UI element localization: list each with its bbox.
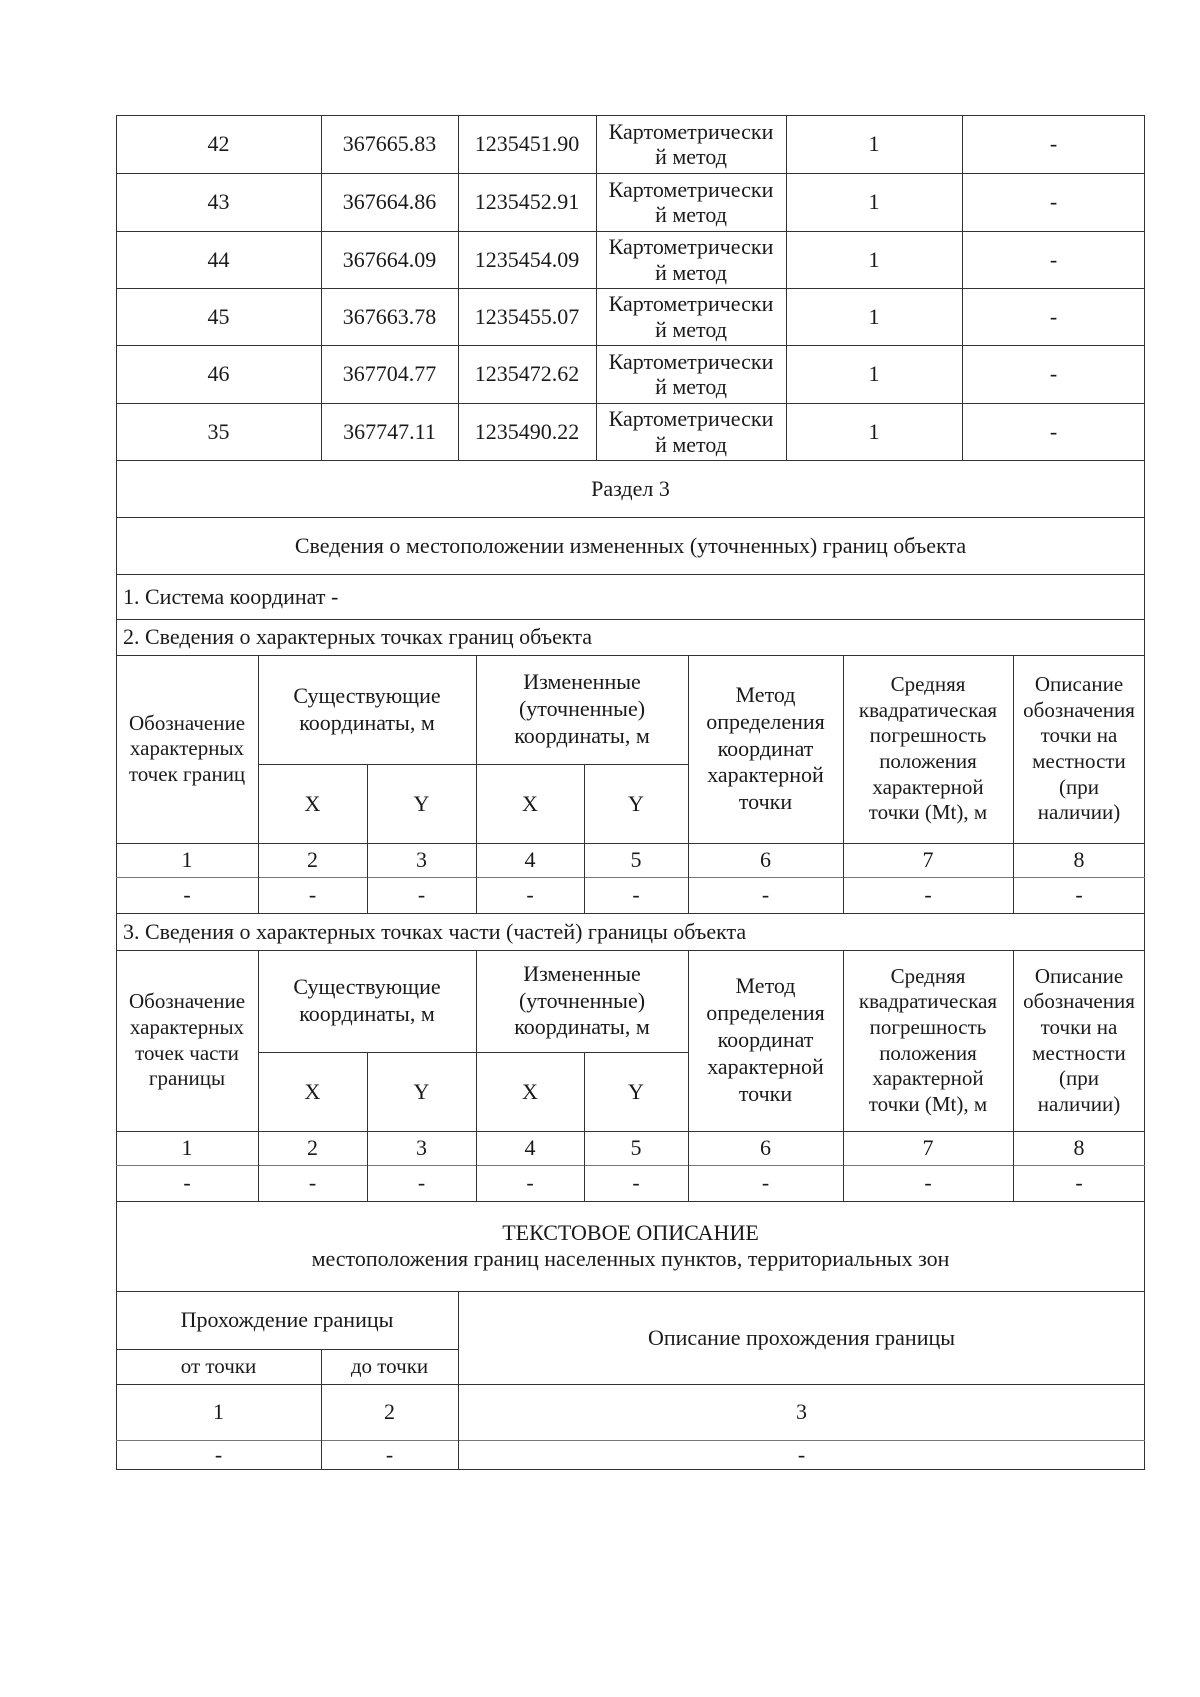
parts-table-col-designation-line: точек части <box>135 1040 239 1065</box>
method-cell <box>596 231 786 288</box>
empty-value: - <box>385 1442 394 1468</box>
method-cell <box>596 173 786 231</box>
points-table-col-description-line: местности <box>1032 749 1126 773</box>
parts-table-col-accuracy-line: точки (Mt), м <box>868 1091 988 1116</box>
points-table-column-number: 3 <box>416 847 427 873</box>
parts-table-empty-value: - <box>308 1170 317 1196</box>
points-table-col-accuracy <box>843 655 1013 843</box>
points-table-col-description <box>1013 655 1145 843</box>
parts-table-col-changed-line: Измененные <box>523 960 641 986</box>
point-id: 42 <box>207 131 230 157</box>
points-table-col-accuracy-line: характерной <box>872 774 984 799</box>
parts-table-col-method-line: точки <box>738 1080 793 1106</box>
points-table-column-number: 5 <box>630 847 642 873</box>
parts-table-column-number: 1 <box>181 1135 193 1161</box>
parts-table-col-changed-line: (уточненные) <box>518 987 646 1013</box>
method-line: Картометрически <box>608 406 774 432</box>
points-table-column-number: 4 <box>524 847 536 873</box>
points-table-col-designation <box>116 655 258 843</box>
points-table-column-number: 7 <box>922 847 934 873</box>
accuracy-value: 1 <box>868 361 880 387</box>
parts-table-column-number: 3 <box>416 1135 427 1161</box>
parts-table-col-method-line: характерной <box>707 1053 824 1079</box>
coord-x: 367747.11 <box>343 418 436 444</box>
parts-table-col-description-line: обозначения <box>1023 989 1135 1014</box>
points-table-col-method-line: характерной <box>707 762 824 788</box>
points-table-empty-value: - <box>526 882 534 908</box>
coord-x: 367665.83 <box>342 131 437 157</box>
accuracy-value: 1 <box>868 189 880 215</box>
points-table-column-number: 8 <box>1073 847 1085 873</box>
points-table-col-description-line: точки на <box>1040 723 1118 748</box>
points-table-col-accuracy-line: точки (Mt), м <box>868 800 988 825</box>
coord-x: 367664.09 <box>342 246 437 272</box>
points-table-col-description-line: наличии) <box>1037 800 1121 825</box>
points-table-empty-value: - <box>924 882 932 908</box>
parts-table-col-designation <box>116 950 258 1131</box>
points-table-col-method <box>688 655 843 843</box>
coord-y: 1235454.09 <box>474 246 580 272</box>
accuracy-value: 1 <box>868 303 880 329</box>
parts-table-col-accuracy-line: квадратическая <box>858 989 998 1014</box>
description-value: - <box>1049 361 1058 387</box>
accuracy-value: 1 <box>868 131 880 157</box>
method-cell <box>596 288 786 345</box>
description-value: - <box>1049 418 1058 444</box>
parts-table-empty-value: - <box>761 1170 770 1196</box>
method-line: й метод <box>655 431 727 457</box>
coord-x: 367663.78 <box>342 303 437 329</box>
parts-table-column-number: 8 <box>1073 1135 1085 1161</box>
parts-table-col-existing-line: координаты, м <box>299 1001 435 1026</box>
points-table-column-number: 2 <box>307 847 318 873</box>
method-line: й метод <box>655 374 727 399</box>
method-cell <box>596 115 786 173</box>
description-value: - <box>1049 246 1058 272</box>
points-table-col-description-line: Описание <box>1034 672 1124 697</box>
points-heading: 2. Сведения о характерных точках границ объекта <box>123 624 592 650</box>
section-title: Раздел 3 <box>591 475 670 501</box>
coord-x: 367664.86 <box>342 189 437 215</box>
column-number: 2 <box>384 1399 395 1425</box>
description-value: - <box>1049 303 1058 329</box>
method-line: й метод <box>655 316 727 342</box>
parts-table-col-accuracy-line: погрешность <box>869 1014 987 1039</box>
parts-table-col-existing <box>258 950 476 1052</box>
coord-y: 1235452.91 <box>474 189 580 215</box>
point-id: 46 <box>207 361 230 387</box>
parts-table-empty-value: - <box>1075 1170 1083 1196</box>
coord-system-line: 1. Система координат - <box>123 583 339 609</box>
points-table-col-description-line: (при <box>1059 774 1099 799</box>
accuracy-value: 1 <box>868 246 880 272</box>
method-line: Картометрически <box>608 234 774 260</box>
text-description-title: ТЕКСТОВОЕ ОПИСАНИЕ <box>502 1220 759 1246</box>
points-table-col-description-line: обозначения <box>1023 697 1135 722</box>
point-id: 44 <box>207 246 230 272</box>
points-table-col-accuracy-line: положения <box>879 749 977 773</box>
parts-table-col-method-line: определения <box>706 1000 825 1026</box>
parts-heading: 3. Сведения о характерных точках части (частей) границы объекта <box>123 918 747 944</box>
parts-table-col-method <box>688 950 843 1131</box>
accuracy-value: 1 <box>868 418 880 444</box>
text-description-header <box>116 1201 1145 1291</box>
from-point-header: от точки <box>180 1354 257 1379</box>
points-table-col-existing-line: Существующие <box>293 682 441 708</box>
points-table-empty-value: - <box>308 882 317 908</box>
empty-value: - <box>797 1442 806 1468</box>
method-line: й метод <box>655 144 727 169</box>
point-id: 35 <box>207 418 230 444</box>
method-cell <box>596 403 786 460</box>
points-table-subheader-x: X <box>522 790 538 816</box>
description-value: - <box>1049 189 1058 215</box>
points-table-col-existing <box>258 655 476 764</box>
points-table-col-method-line: определения <box>706 708 825 734</box>
parts-table-col-description-line: местности <box>1032 1040 1126 1065</box>
coord-y: 1235472.62 <box>474 361 580 387</box>
points-table-subheader-y: Y <box>628 790 644 816</box>
point-id: 43 <box>207 189 230 215</box>
parts-table-col-accuracy-line: характерной <box>872 1066 984 1091</box>
points-table-column-number: 1 <box>181 847 193 873</box>
parts-table-column-number: 6 <box>760 1135 771 1161</box>
parts-table-empty-value: - <box>417 1170 426 1196</box>
empty-value: - <box>214 1442 223 1468</box>
column-number: 3 <box>796 1399 807 1425</box>
coord-x: 367704.77 <box>342 361 437 387</box>
method-line: й метод <box>655 202 727 227</box>
to-point-header: до точки <box>350 1354 429 1379</box>
points-table-col-changed-line: Измененные <box>523 669 641 695</box>
method-line: Картометрически <box>608 291 774 317</box>
points-table-empty-value: - <box>761 882 770 908</box>
parts-table-col-designation-line: границы <box>148 1066 226 1091</box>
parts-table-col-description-line: (при <box>1059 1066 1099 1091</box>
parts-table-col-changed-line: координаты, м <box>514 1014 650 1040</box>
points-table-col-changed <box>476 655 688 764</box>
section-subtitle: Сведения о местоположении измененных (уточненных) границ объекта <box>294 532 967 558</box>
points-table-col-changed-line: (уточненные) <box>518 696 646 722</box>
description-value: - <box>1049 131 1058 157</box>
points-table-empty-value: - <box>1075 882 1083 908</box>
point-id: 45 <box>207 303 230 329</box>
points-table-empty-value: - <box>183 882 191 908</box>
parts-table-col-method-line: Метод <box>735 973 796 999</box>
points-table-subheader-y: Y <box>413 790 430 816</box>
method-line: Картометрически <box>608 118 774 144</box>
points-table-col-accuracy-line: квадратическая <box>858 697 998 722</box>
parts-table-col-designation-line: характерных <box>129 1014 245 1039</box>
method-line: й метод <box>655 259 727 285</box>
parts-table-col-accuracy-line: положения <box>879 1040 977 1065</box>
coord-y: 1235455.07 <box>474 303 580 329</box>
points-table-col-method-line: Метод <box>735 681 796 707</box>
parts-table-column-number: 7 <box>922 1135 934 1161</box>
parts-table-subheader-y: Y <box>628 1078 644 1104</box>
points-table-empty-value: - <box>417 882 426 908</box>
points-table-col-designation-line: точек границ <box>128 761 246 786</box>
parts-table-col-accuracy <box>843 950 1013 1131</box>
points-table-col-existing-line: координаты, м <box>299 709 435 735</box>
points-table-col-method-line: координат <box>717 735 814 761</box>
points-table-col-designation-line: характерных <box>129 736 245 761</box>
coord-y: 1235451.90 <box>474 131 580 157</box>
parts-table-column-number: 5 <box>630 1135 642 1161</box>
points-table-subheader-x: X <box>304 790 321 816</box>
points-table-col-method-line: точки <box>738 789 793 815</box>
parts-table-column-number: 4 <box>524 1135 536 1161</box>
parts-table-col-existing-line: Существующие <box>293 974 441 1000</box>
parts-table-empty-value: - <box>183 1170 191 1196</box>
parts-table-column-number: 2 <box>307 1135 318 1161</box>
parts-table-col-description-line: точки на <box>1040 1014 1118 1039</box>
points-table-col-changed-line: координаты, м <box>514 722 650 748</box>
parts-table-subheader-y: Y <box>413 1078 430 1104</box>
parts-table-subheader-x: X <box>304 1078 321 1104</box>
passage-description-header: Описание прохождения границы <box>647 1324 956 1350</box>
parts-table-col-description-line: наличии) <box>1037 1091 1121 1116</box>
parts-table-empty-value: - <box>526 1170 534 1196</box>
parts-table-subheader-x: X <box>522 1078 538 1104</box>
parts-table-empty-value: - <box>632 1170 640 1196</box>
points-table-col-accuracy-line: Средняя <box>890 672 966 697</box>
parts-table-empty-value: - <box>924 1170 932 1196</box>
points-table-col-accuracy-line: погрешность <box>869 723 987 748</box>
coord-y: 1235490.22 <box>474 418 580 444</box>
passage-header: Прохождение границы <box>180 1307 394 1333</box>
points-table-column-number: 6 <box>760 847 771 873</box>
method-line: Картометрически <box>608 348 774 374</box>
parts-table-col-accuracy-line: Средняя <box>890 963 966 988</box>
column-number: 1 <box>213 1399 224 1425</box>
text-description-subtitle: местоположения границ населенных пунктов, территориальных зон <box>311 1246 950 1271</box>
parts-table-col-description-line: Описание <box>1034 963 1124 988</box>
parts-table-col-changed <box>476 950 688 1052</box>
points-table-empty-value: - <box>632 882 640 908</box>
parts-table-col-description <box>1013 950 1145 1131</box>
parts-table-col-method-line: координат <box>717 1027 814 1053</box>
points-table-col-designation-line: Обозначение <box>128 710 246 735</box>
parts-table-col-designation-line: Обозначение <box>128 989 246 1014</box>
method-line: Картометрически <box>608 176 774 202</box>
method-cell <box>596 345 786 403</box>
